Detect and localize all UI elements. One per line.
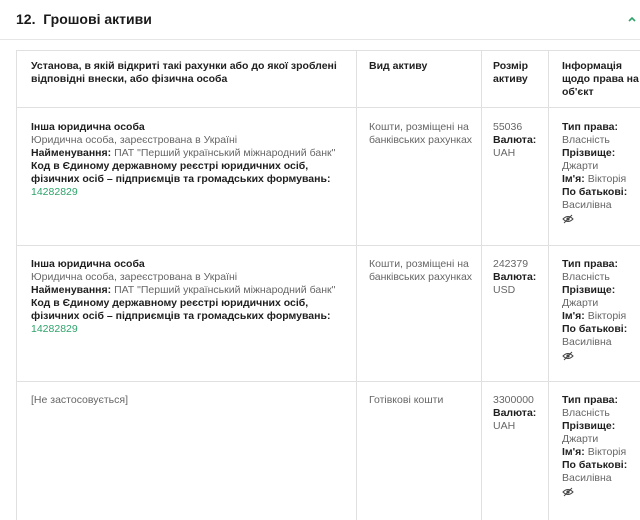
- amount-value: 242379: [493, 258, 529, 270]
- header-asset-type: Вид активу: [369, 60, 428, 72]
- registry-code-value: 14282829: [31, 186, 78, 198]
- patronymic-value: Василівна: [562, 472, 612, 484]
- eye-slash-icon[interactable]: [562, 487, 574, 497]
- table-row-2-rights: [562, 258, 640, 361]
- surname-label: Прізвище:: [562, 147, 616, 159]
- table-row-2-amount: [493, 258, 547, 297]
- surname-value: Джарти: [562, 433, 599, 445]
- institution-name-label: Найменування:: [31, 284, 112, 296]
- firstname-value: Вікторія: [587, 446, 627, 458]
- eye-slash-icon[interactable]: [562, 351, 574, 361]
- patronymic-value: Василівна: [562, 336, 612, 348]
- header-amount: Розмір активу: [493, 60, 529, 85]
- currency-value: USD: [493, 284, 516, 296]
- table-row-1-rights: [562, 121, 640, 224]
- patronymic-value: Василівна: [562, 199, 612, 211]
- patronymic-label: По батькові:: [562, 459, 628, 471]
- institution-name-value: ПАТ "Перший український міжнародний банк": [114, 147, 336, 159]
- right-type-value: Власність: [562, 407, 610, 419]
- registry-code-label: Код в Єдиному державному реєстрі юридичних осіб, фізичних осіб – підприємців та громадських формувань:: [31, 160, 331, 185]
- header-institution: Установа, в якій відкриті такі рахунки або до якої зроблені відповідні внески, або фізична особа: [31, 60, 337, 85]
- surname-label: Прізвище:: [562, 420, 616, 432]
- firstname-value: Вікторія: [587, 310, 627, 322]
- row-divider: [17, 245, 640, 246]
- firstname-label: Ім'я:: [562, 310, 585, 322]
- eye-slash-icon[interactable]: [562, 214, 574, 224]
- surname-value: Джарти: [562, 297, 599, 309]
- firstname-value: Вікторія: [587, 173, 627, 185]
- chevron-up-icon[interactable]: [618, 8, 638, 28]
- table-row-3-asset-type: Готівкові кошти: [369, 394, 444, 406]
- currency-label: Валюта:: [493, 407, 537, 419]
- patronymic-label: По батькові:: [562, 323, 628, 335]
- surname-value: Джарти: [562, 160, 599, 172]
- section-title: [16, 11, 152, 27]
- currency-value: UAH: [493, 147, 516, 159]
- right-type-label: Тип права:: [562, 394, 618, 406]
- header-rights: Інформація щодо права на об'єкт: [562, 60, 639, 98]
- table-row-3-amount: [493, 394, 547, 433]
- institution-name-value: ПАТ "Перший український міжнародний банк": [114, 284, 336, 296]
- section-number: 12.: [16, 11, 36, 27]
- institution-title: Інша юридична особа: [31, 258, 145, 270]
- section-title-text: Грошові активи: [43, 11, 152, 27]
- currency-label: Валюта:: [493, 271, 537, 283]
- collapse-toggle-button[interactable]: [618, 8, 638, 28]
- column-divider: [356, 51, 357, 520]
- institution-description: Юридична особа, зареєстрована в Україні: [31, 271, 238, 283]
- row-divider: [17, 381, 640, 382]
- right-type-label: Тип права:: [562, 258, 618, 270]
- patronymic-label: По батькові:: [562, 186, 628, 198]
- registry-code-value: 14282829: [31, 323, 78, 335]
- table-row-2-institution: [31, 258, 351, 336]
- firstname-label: Ім'я:: [562, 446, 585, 458]
- table-row-1-amount: [493, 121, 547, 160]
- institution-name-label: Найменування:: [31, 147, 112, 159]
- amount-value: 55036: [493, 121, 523, 133]
- column-divider: [548, 51, 549, 520]
- institution-title: Інша юридична особа: [31, 121, 145, 133]
- surname-label: Прізвище:: [562, 284, 616, 296]
- firstname-label: Ім'я:: [562, 173, 585, 185]
- table-row-3-rights: [562, 394, 640, 497]
- currency-value: UAH: [493, 420, 516, 432]
- currency-label: Валюта:: [493, 134, 537, 146]
- table-row-2-asset-type: Кошти, розміщені на банківських рахунках: [369, 258, 473, 283]
- table-row-1-institution: [31, 121, 351, 199]
- column-divider: [481, 51, 482, 520]
- table-row-1-asset-type: Кошти, розміщені на банківських рахунках: [369, 121, 473, 146]
- right-type-value: Власність: [562, 271, 610, 283]
- right-type-value: Власність: [562, 134, 610, 146]
- header-divider: [17, 107, 640, 108]
- amount-value: 3300000: [493, 394, 534, 406]
- section-header: [0, 0, 640, 40]
- right-type-label: Тип права:: [562, 121, 618, 133]
- table-row-3-institution: [Не застосовується]: [31, 394, 128, 406]
- institution-description: Юридична особа, зареєстрована в Україні: [31, 134, 238, 146]
- registry-code-label: Код в Єдиному державному реєстрі юридичних осіб, фізичних осіб – підприємців та громадських формувань:: [31, 297, 331, 322]
- assets-table: [16, 50, 640, 520]
